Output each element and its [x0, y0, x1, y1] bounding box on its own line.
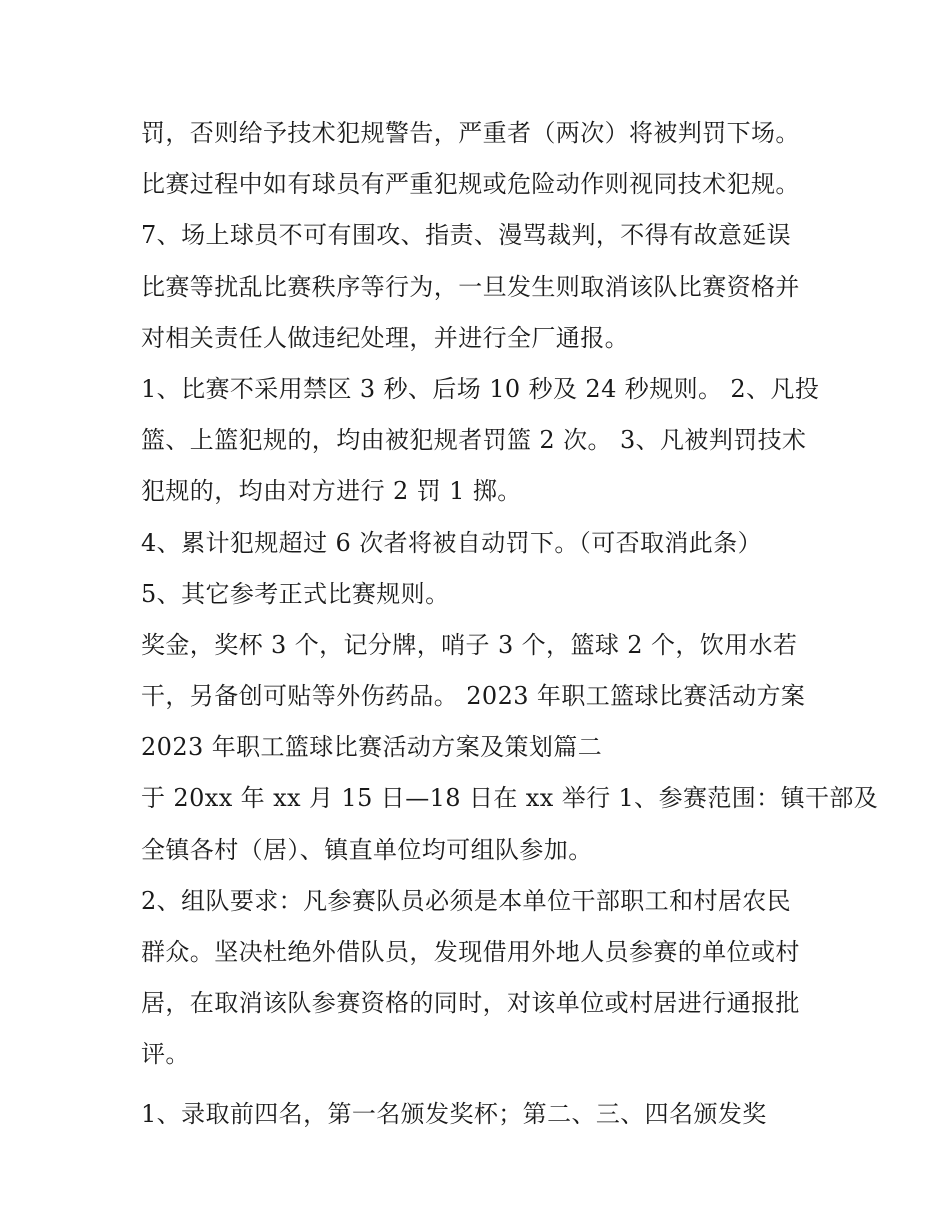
- paragraph-gap: [141, 1081, 831, 1089]
- text-line: 2023 年职工篮球比赛活动方案及策划篇二: [141, 733, 603, 762]
- text-line: 干，另备创可贴等外伤药品。 2023 年职工篮球比赛活动方案: [141, 682, 806, 711]
- text-line: 全镇各村（居）、镇直单位均可组队参加。: [141, 835, 593, 864]
- text-line: 7、场上球员不可有围攻、指责、漫骂裁判，不得有故意延误: [141, 221, 792, 250]
- text-line: 罚，否则给予技术犯规警告，严重者（两次）将被判罚下场。: [141, 119, 800, 147]
- text-line: 犯规的，均由对方进行 2 罚 1 掷。: [141, 477, 522, 506]
- text-line: 比赛等扰乱比赛秩序等行为，一旦发生则取消该队比赛资格并: [141, 272, 800, 301]
- text-line: 1、录取前四名，第一名颁发奖杯；第二、三、四名颁发奖: [141, 1099, 767, 1128]
- text-line: 5、其它参考正式比赛规则。: [141, 579, 450, 608]
- text-line: 居，在取消该队参赛资格的同时，对该单位或村居进行通报批: [141, 989, 800, 1018]
- text-line: 评。: [141, 1040, 190, 1069]
- text-line: 4、累计犯规超过 6 次者将被自动罚下。（可否取消此条）: [141, 528, 762, 557]
- document-body: [141, 108, 879, 1140]
- text-line: 2、组队要求：凡参赛队员必须是本单位干部职工和村居农民: [141, 886, 792, 915]
- text-line: 对相关责任人做违纪处理，并进行全厂通报。: [141, 323, 629, 352]
- text-line: 于 20xx 年 xx 月 15 日—18 日在 xx 举行 1、参赛范围：镇干部及: [141, 784, 879, 813]
- text-line: 奖金，奖杯 3 个，记分牌，哨子 3 个，篮球 2 个，饮用水若: [141, 630, 798, 659]
- text-line: 比赛过程中如有球员有严重犯规或危险动作则视同技术犯规。: [141, 170, 800, 199]
- text-line: 群众。坚决杜绝外借队员，发现借用外地人员参赛的单位或村: [141, 938, 800, 966]
- text-line: 篮、上篮犯规的，均由被犯规者罚篮 2 次。 3、凡被判罚技术: [141, 426, 807, 455]
- text-line: 1、比赛不采用禁区 3 秒、后场 10 秒及 24 秒规则。 2、凡投: [141, 374, 820, 403]
